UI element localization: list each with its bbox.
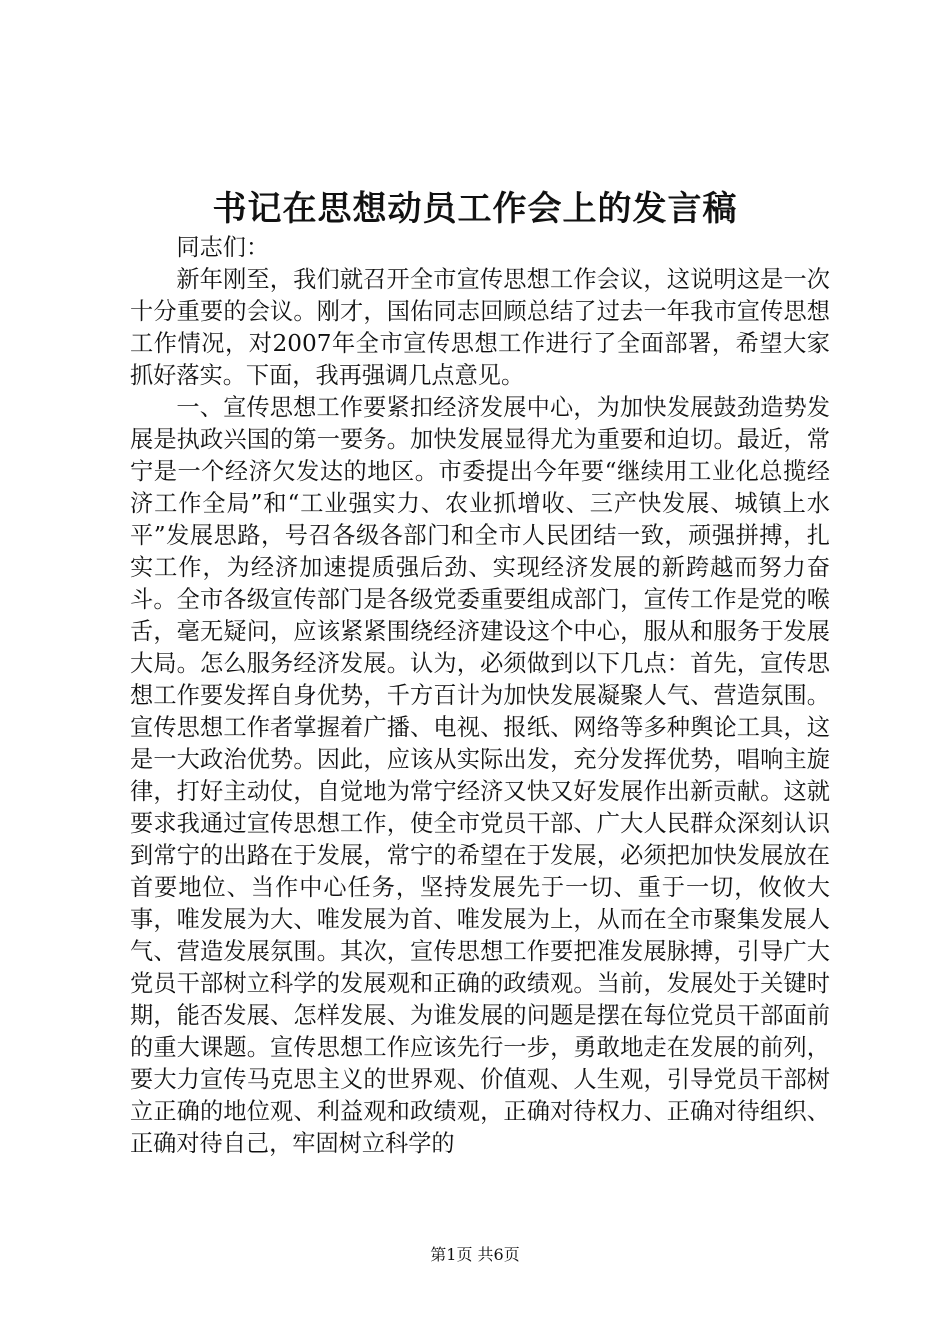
paragraph-1: 新年刚至，我们就召开全市宣传思想工作会议，这说明这是一次十分重要的会议。刚才，国佑同志回顾总结了过去一年我市宣传思想工作情况，对2007年全市宣传思想工作进行了全面部署，希望大家抓好落实。下面，我再强调几点意见。: [130, 266, 830, 389]
page-footer: 第1页 共6页: [430, 1245, 520, 1264]
document-body: [130, 232, 830, 1160]
salutation: 同志们：: [176, 234, 270, 261]
document-title: 书记在思想动员工作会上的发言稿: [212, 189, 738, 229]
paragraph-2: 一、宣传思想工作要紧扣经济发展中心，为加快发展鼓劲造势发展是执政兴国的第一要务。加快发展显得尤为重要和迫切。最近，常宁是一个经济欠发达的地区。市委提出今年要“继续用工业化总揽经济工作全局”和“工业强实力、农业抓增收、三产快发展、城镇上水平”发展思路，号召各级各部门和全市人民团结一致，顽强拼搏，扎实工作，为经济加速提质强后劲、实现经济发展的新跨越而努力奋斗。全市各级宣传部门是各级党委重要组成部门，宣传工作是党的喉舌，毫无疑问，应该紧紧围绕经济建设这个中心，服从和服务于发展大局。怎么服务经济发展。认为，必须做到以下几点：首先，宣传思想工作要发挥自身优势，千方百计为加快发展凝聚人气、营造氛围。宣传思想工作者掌握着广播、电视、报纸、网络等多种舆论工具，这是一大政治优势。因此，应该从实际出发，充分发挥优势，唱响主旋律，打好主动仗，自觉地为常宁经济又快又好发展作出新贡献。这就要求我通过宣传思想工作，使全市党员干部、广大人民群众深刻认识到常宁的出路在于发展，常宁的希望在于发展，必须把加快发展放在首要地位、当作中心任务，坚持发展先于一切、重于一切，攸攸大事，唯发展为大、唯发展为首、唯发展为上，从而在全市聚集发展人气、营造发展氛围。其次，宣传思想工作要把准发展脉搏，引导广大党员干部树立科学的发展观和正确的政绩观。当前，发展处于关键时期，能否发展、怎样发展、为谁发展的问题是摆在每位党员干部面前的重大课题。宣传思想工作应该先行一步，勇敢地走在发展的前列，要大力宣传马克思主义的世界观、价值观、人生观，引导党员干部树立正确的地位观、利益观和政绩观，正确对待权力、正确对待组织、正确对待自己，牢固树立科学的: [130, 394, 830, 1157]
